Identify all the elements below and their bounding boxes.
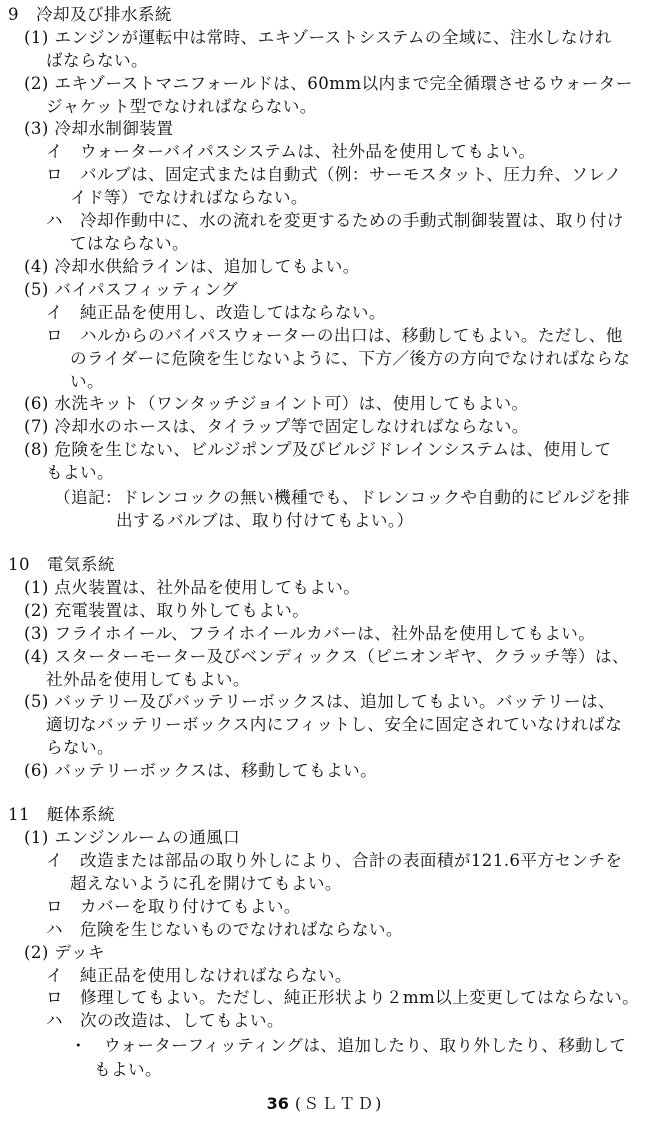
s10-item-4-text: (4) スターターモーター及びベンディックス（ピニオンギヤ、クラッチ等）は、 <box>24 646 630 666</box>
addendum-note: （追記：ドレンコックの無い機種でも、ドレンコックや自動的にビルジを排 <box>54 488 630 508</box>
section-9-heading: 9 冷却及び排水系統 <box>8 4 172 24</box>
item-2-text-cont: ジャケット型でなければならない。 <box>46 96 317 116</box>
section-10-heading: 10 電気系統 <box>8 554 115 574</box>
item-4-text: (4) 冷却水供給ラインは、追加してもよい。 <box>24 256 360 276</box>
s11-item-2-ha-text: ハ 次の改造は、してもよい。 <box>46 1011 284 1031</box>
s11-item-2-ha-bullet-cont: もよい。 <box>94 1060 162 1080</box>
s11-item-1-heading: (1) エンジンルームの通風口 <box>24 828 241 848</box>
s11-item-2-ha-bullet: ・ ウォーターフィッティングは、追加したり、取り外したり、移動して <box>70 1036 627 1056</box>
page-number: 36 <box>266 1094 289 1113</box>
s11-item-2-heading: (2) デッキ <box>24 942 106 962</box>
item-6-text: (6) 水洗キット（ワンタッチジョイント可）は、使用してもよい。 <box>24 394 529 414</box>
s11-item-1-ha-text: ハ 危険を生じないものでなければならない。 <box>46 919 403 939</box>
item-5-ro-cont: のライダーに危険を生じないように、下方／後方の方向でなければならな <box>70 348 631 368</box>
item-3-ha-text: ハ 冷却作動中に、水の流れを変更するための手動式制御装置は、取り付け <box>46 211 624 231</box>
s10-item-1-text: (1) 点火装置は、社外品を使用してもよい。 <box>24 577 361 597</box>
item-5-heading: (5) バイパスフィッティング <box>24 279 238 299</box>
item-3-ro-cont: イド等）でなければならない。 <box>70 188 308 208</box>
s10-item-3-text: (3) フライホイール、フライホイールカバーは、社外品を使用してもよい。 <box>24 623 596 643</box>
item-3-ha-cont: てはならない。 <box>70 234 189 254</box>
s11-item-1-i-text: イ 改造または部品の取り外しにより、合計の表面積が121.6平方センチを <box>46 850 623 870</box>
item-3-heading: (3) 冷却水制御装置 <box>24 119 174 139</box>
item-8-text-cont: もよい。 <box>46 463 114 483</box>
s10-item-6-text: (6) バッテリーボックスは、移動してもよい。 <box>24 761 378 781</box>
s10-item-4-cont: 社外品を使用してもよい。 <box>46 669 250 689</box>
item-5-ro-text: ロ ハルからのバイパスウォーターの出口は、移動してもよい。ただし、他 <box>46 325 623 345</box>
item-3-i-text: イ ウォーターバイパスシステムは、社外品を使用してもよい。 <box>46 142 536 162</box>
item-7-text: (7) 冷却水のホースは、タイラップ等で固定しなければならない。 <box>24 417 529 437</box>
s10-item-5-text: (5) バッテリー及びバッテリーボックスは、追加してもよい。バッテリーは、 <box>24 692 616 712</box>
item-1-text-cont: ばならない。 <box>46 50 148 70</box>
s10-item-5-cont: 適切なバッテリーボックス内にフィットし、安全に固定されていなければな <box>46 715 623 735</box>
item-3-ro-text: ロ バルブは、固定式または自動式（例：サーモスタット、圧力弁、ソレノ <box>46 165 622 185</box>
item-1-text: (1) エンジンが運転中は常時、エキゾーストシステムの全域に、注水しなけれ <box>24 27 612 47</box>
s11-item-2-ro-text: ロ 修理してもよい。ただし、純正形状より２mm以上変更してはならない。 <box>46 988 640 1008</box>
footer-label: (ＳＬＴＤ) <box>294 1094 384 1113</box>
s11-item-2-i-text: イ 純正品を使用しなければならない。 <box>46 965 352 985</box>
addendum-note-cont: 出するバルブは、取り付けてもよい。） <box>116 510 414 530</box>
item-5-ro-cont2: い。 <box>70 371 104 391</box>
item-5-i-text: イ 純正品を使用し、改造してはならない。 <box>46 302 386 322</box>
s11-item-1-ro-text: ロ カバーを取り付けてもよい。 <box>46 896 301 916</box>
item-2-text: (2) エキゾーストマニフォールドは、60mm以内まで完全循環させるウォーター <box>24 73 633 93</box>
s11-item-1-i-cont: 超えないように孔を開けてもよい。 <box>70 873 342 893</box>
page-footer <box>0 1094 650 1114</box>
s10-item-2-text: (2) 充電装置は、取り外してもよい。 <box>24 600 310 620</box>
item-8-text: (8) 危険を生じない、ビルジポンプ及びビルジドレインシステムは、使用して <box>24 440 612 460</box>
s10-item-5-cont2: らない。 <box>46 738 114 758</box>
section-11-heading: 11 艇体系統 <box>8 805 115 825</box>
